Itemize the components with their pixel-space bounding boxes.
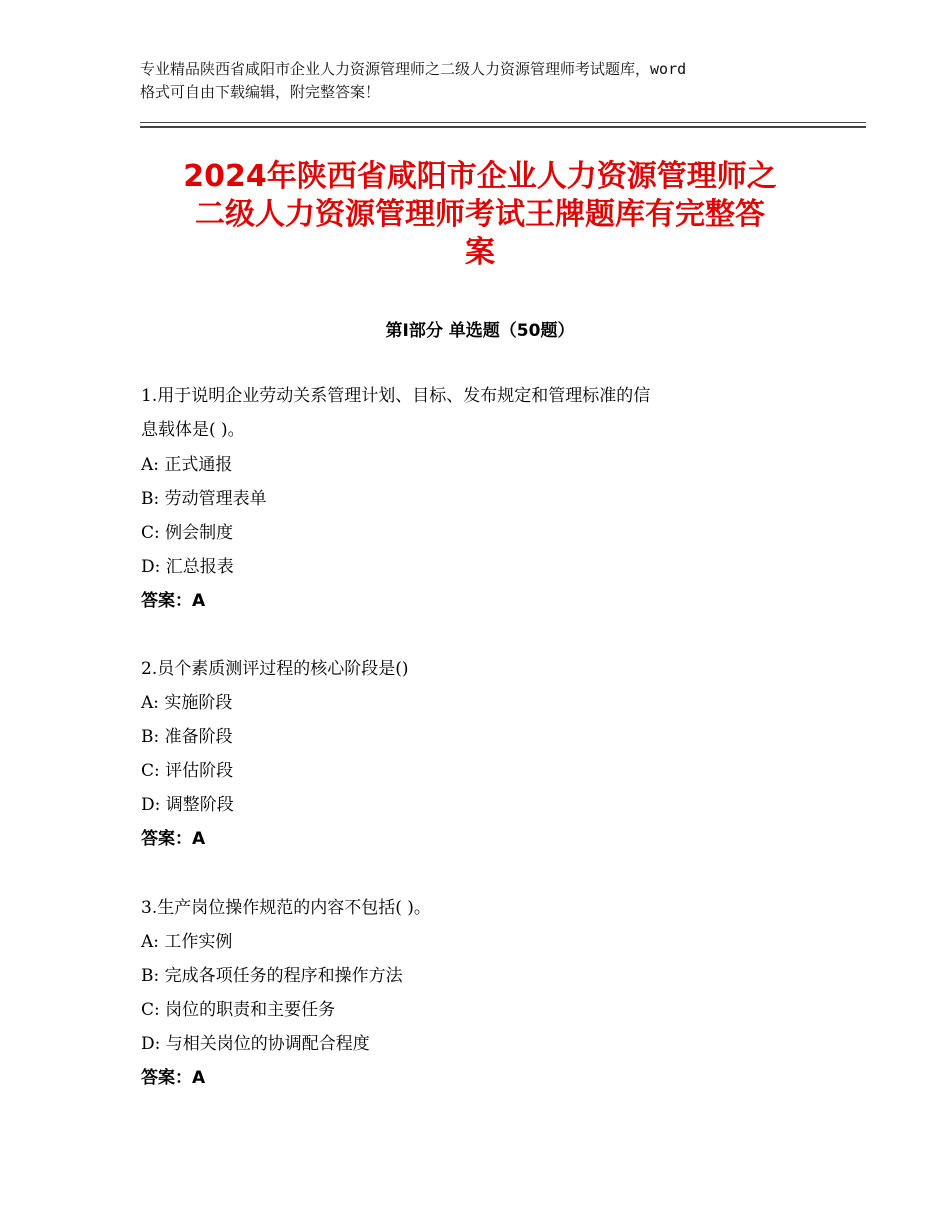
answer-label: 答案：A xyxy=(141,1068,206,1088)
question-3 xyxy=(141,891,821,1095)
header-note-line-1: 专业精品陕西省咸阳市企业人力资源管理师之二级人力资源管理师考试题库，word xyxy=(140,60,687,78)
header-rule-thick xyxy=(140,126,866,128)
question-stem-cont: 息载体是( )。 xyxy=(141,420,245,440)
answer-label: 答案：A xyxy=(141,829,206,849)
header-note xyxy=(140,58,820,104)
option-c: C: 评估阶段 xyxy=(141,761,234,781)
option-d: D: 与相关岗位的协调配合程度 xyxy=(141,1034,370,1054)
option-a: A: 实施阶段 xyxy=(141,693,233,713)
question-stem: 2.员个素质测评过程的核心阶段是() xyxy=(141,659,409,679)
option-d: D: 汇总报表 xyxy=(141,557,234,577)
question-stem: 3.生产岗位操作规范的内容不包括( )。 xyxy=(141,898,431,918)
option-c: C: 岗位的职责和主要任务 xyxy=(141,1000,336,1020)
title-line-3: 案 xyxy=(465,235,495,270)
option-d: D: 调整阶段 xyxy=(141,795,234,815)
header-note-line-2: 格式可自由下载编辑，附完整答案！ xyxy=(140,83,381,101)
question-stem: 1.用于说明企业劳动关系管理计划、目标、发布规定和管理标准的信 xyxy=(141,386,651,406)
option-a: A: 正式通报 xyxy=(141,455,233,475)
question-1 xyxy=(141,380,821,618)
option-b: B: 完成各项任务的程序和操作方法 xyxy=(141,966,403,986)
header-rule-thin xyxy=(140,122,866,123)
option-a: A: 工作实例 xyxy=(141,932,233,952)
option-c: C: 例会制度 xyxy=(141,523,234,543)
answer-label: 答案：A xyxy=(141,591,206,611)
title-line-1: 2024年陕西省咸阳市企业人力资源管理师之 xyxy=(183,159,777,194)
section-title: 第Ⅰ部分 单选题（50题） xyxy=(385,321,575,341)
title-line-2: 二级人力资源管理师考试王牌题库有完整答 xyxy=(195,197,765,232)
document-title xyxy=(140,158,820,272)
option-b: B: 准备阶段 xyxy=(141,727,233,747)
question-2 xyxy=(141,652,821,856)
option-b: B: 劳动管理表单 xyxy=(141,489,267,509)
